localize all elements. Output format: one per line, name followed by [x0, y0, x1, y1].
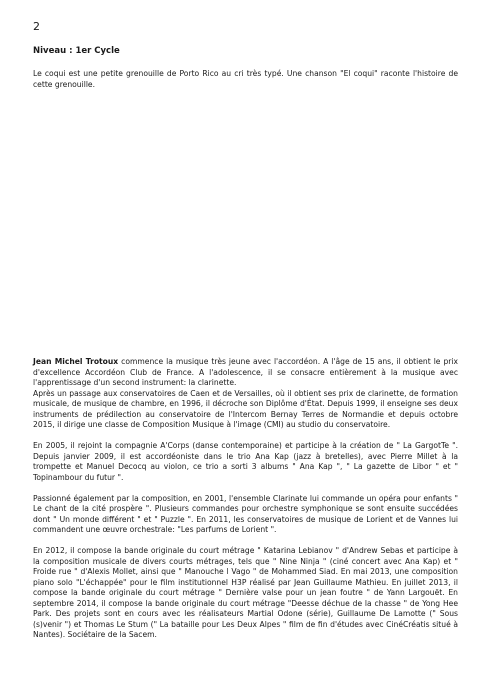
- biography: [33, 357, 458, 651]
- intro-paragraph: Le coqui est une petite grenouille de Porto Rico au cri très typé. Une chanson "El coqui" raconte l'histoire de cette grenouille.: [33, 69, 458, 89]
- bio-paragraph-4: Passionné également par la composition, en 2001, l'ensemble Clarinate lui commande un opéra pour enfants " Le chant de la cité prospère ". Plusieurs commandes pour orchestre symphonique se sont ensuite succédées dont " Un monde différent " et " Puzzle ". En 2011, les conservatoires de musique de Lorient et de Vannes lui commandent une œuvre orchestrale: "Les parfums de Lorient ".: [33, 493, 458, 534]
- level-heading: Niveau : 1er Cycle: [33, 46, 120, 56]
- page-number: 2: [33, 20, 40, 33]
- bio-paragraph-3: En 2005, il rejoint la compagnie A'Corps (danse contemporaine) et participe à la création de " La GargotTe ". Depuis janvier 2009, il est accordéoniste dans le trio Ana Kap (jazz à bretelles), avec Pierre Millet à la trompette et Manuel Decocq au violon, ce trio a sorti 3 albums " Ana Kap ", " La gazette de Libor " et " Topinambour du futur ".: [33, 441, 458, 482]
- bio-paragraph-5: En 2012, il compose la bande originale du court métrage " Katarina Lebianov " d'Andrew Sebas et participe à la composition musicale de divers courts métrages, tels que " Nine Ninja " (ciné concert avec Ana Kap) et " Froide rue " d'Alexis Mollet, ainsi que " Manouche l Vago " de Mohammed Siad. En mai 2013, une composition piano solo "L'échappée" pour le film institutionnel H3P réalisé par Jean Guillaume Mathieu. En juillet 2013, il compose la bande originale du court métrage " Dernière valse pour un jean foutre " de Yann Largouët. En septembre 2014, il compose la bande originale du court métrage "Deesse déchue de la chasse " de Yong Hee Park. Des projets sont en cours avec les réalisateurs Martial Odone (série), Guillaume De Lamotte (" Sous (s)venir ") et Thomas Le Stum (" La bataille pour Les Deux Alpes " film de fin d'études avec CinéCréatis situé à Nantes). Sociétaire de la Sacem.: [33, 546, 458, 639]
- composer-name: Jean Michel Trotoux: [33, 357, 119, 366]
- bio-paragraph-1-text: commence la musique très jeune avec l'accordéon. A l'âge de 15 ans, il obtient le prix d'excellence Accordéon Club de France. A l'adolescence, il se consacre entièrement à la musique avec l'apprentissage d'un second instrument: la clarinette.: [33, 357, 459, 387]
- bio-paragraph-1: [33, 357, 458, 389]
- bio-paragraph-2: Après un passage aux conservatoires de Caen et de Versailles, où il obtient ses prix de clarinette, de formation musicale, de musique de chambre, en 1996, il décroche son Diplôme d'État. Depuis 1999, il enseigne ses deux instruments de prédilection au conservatoire de l'Intercom Bernay Terres de Normandie et depuis octobre 2015, il dirige une classe de Composition Musique à l'image (CMI) au studio du conservatoire.: [33, 388, 458, 429]
